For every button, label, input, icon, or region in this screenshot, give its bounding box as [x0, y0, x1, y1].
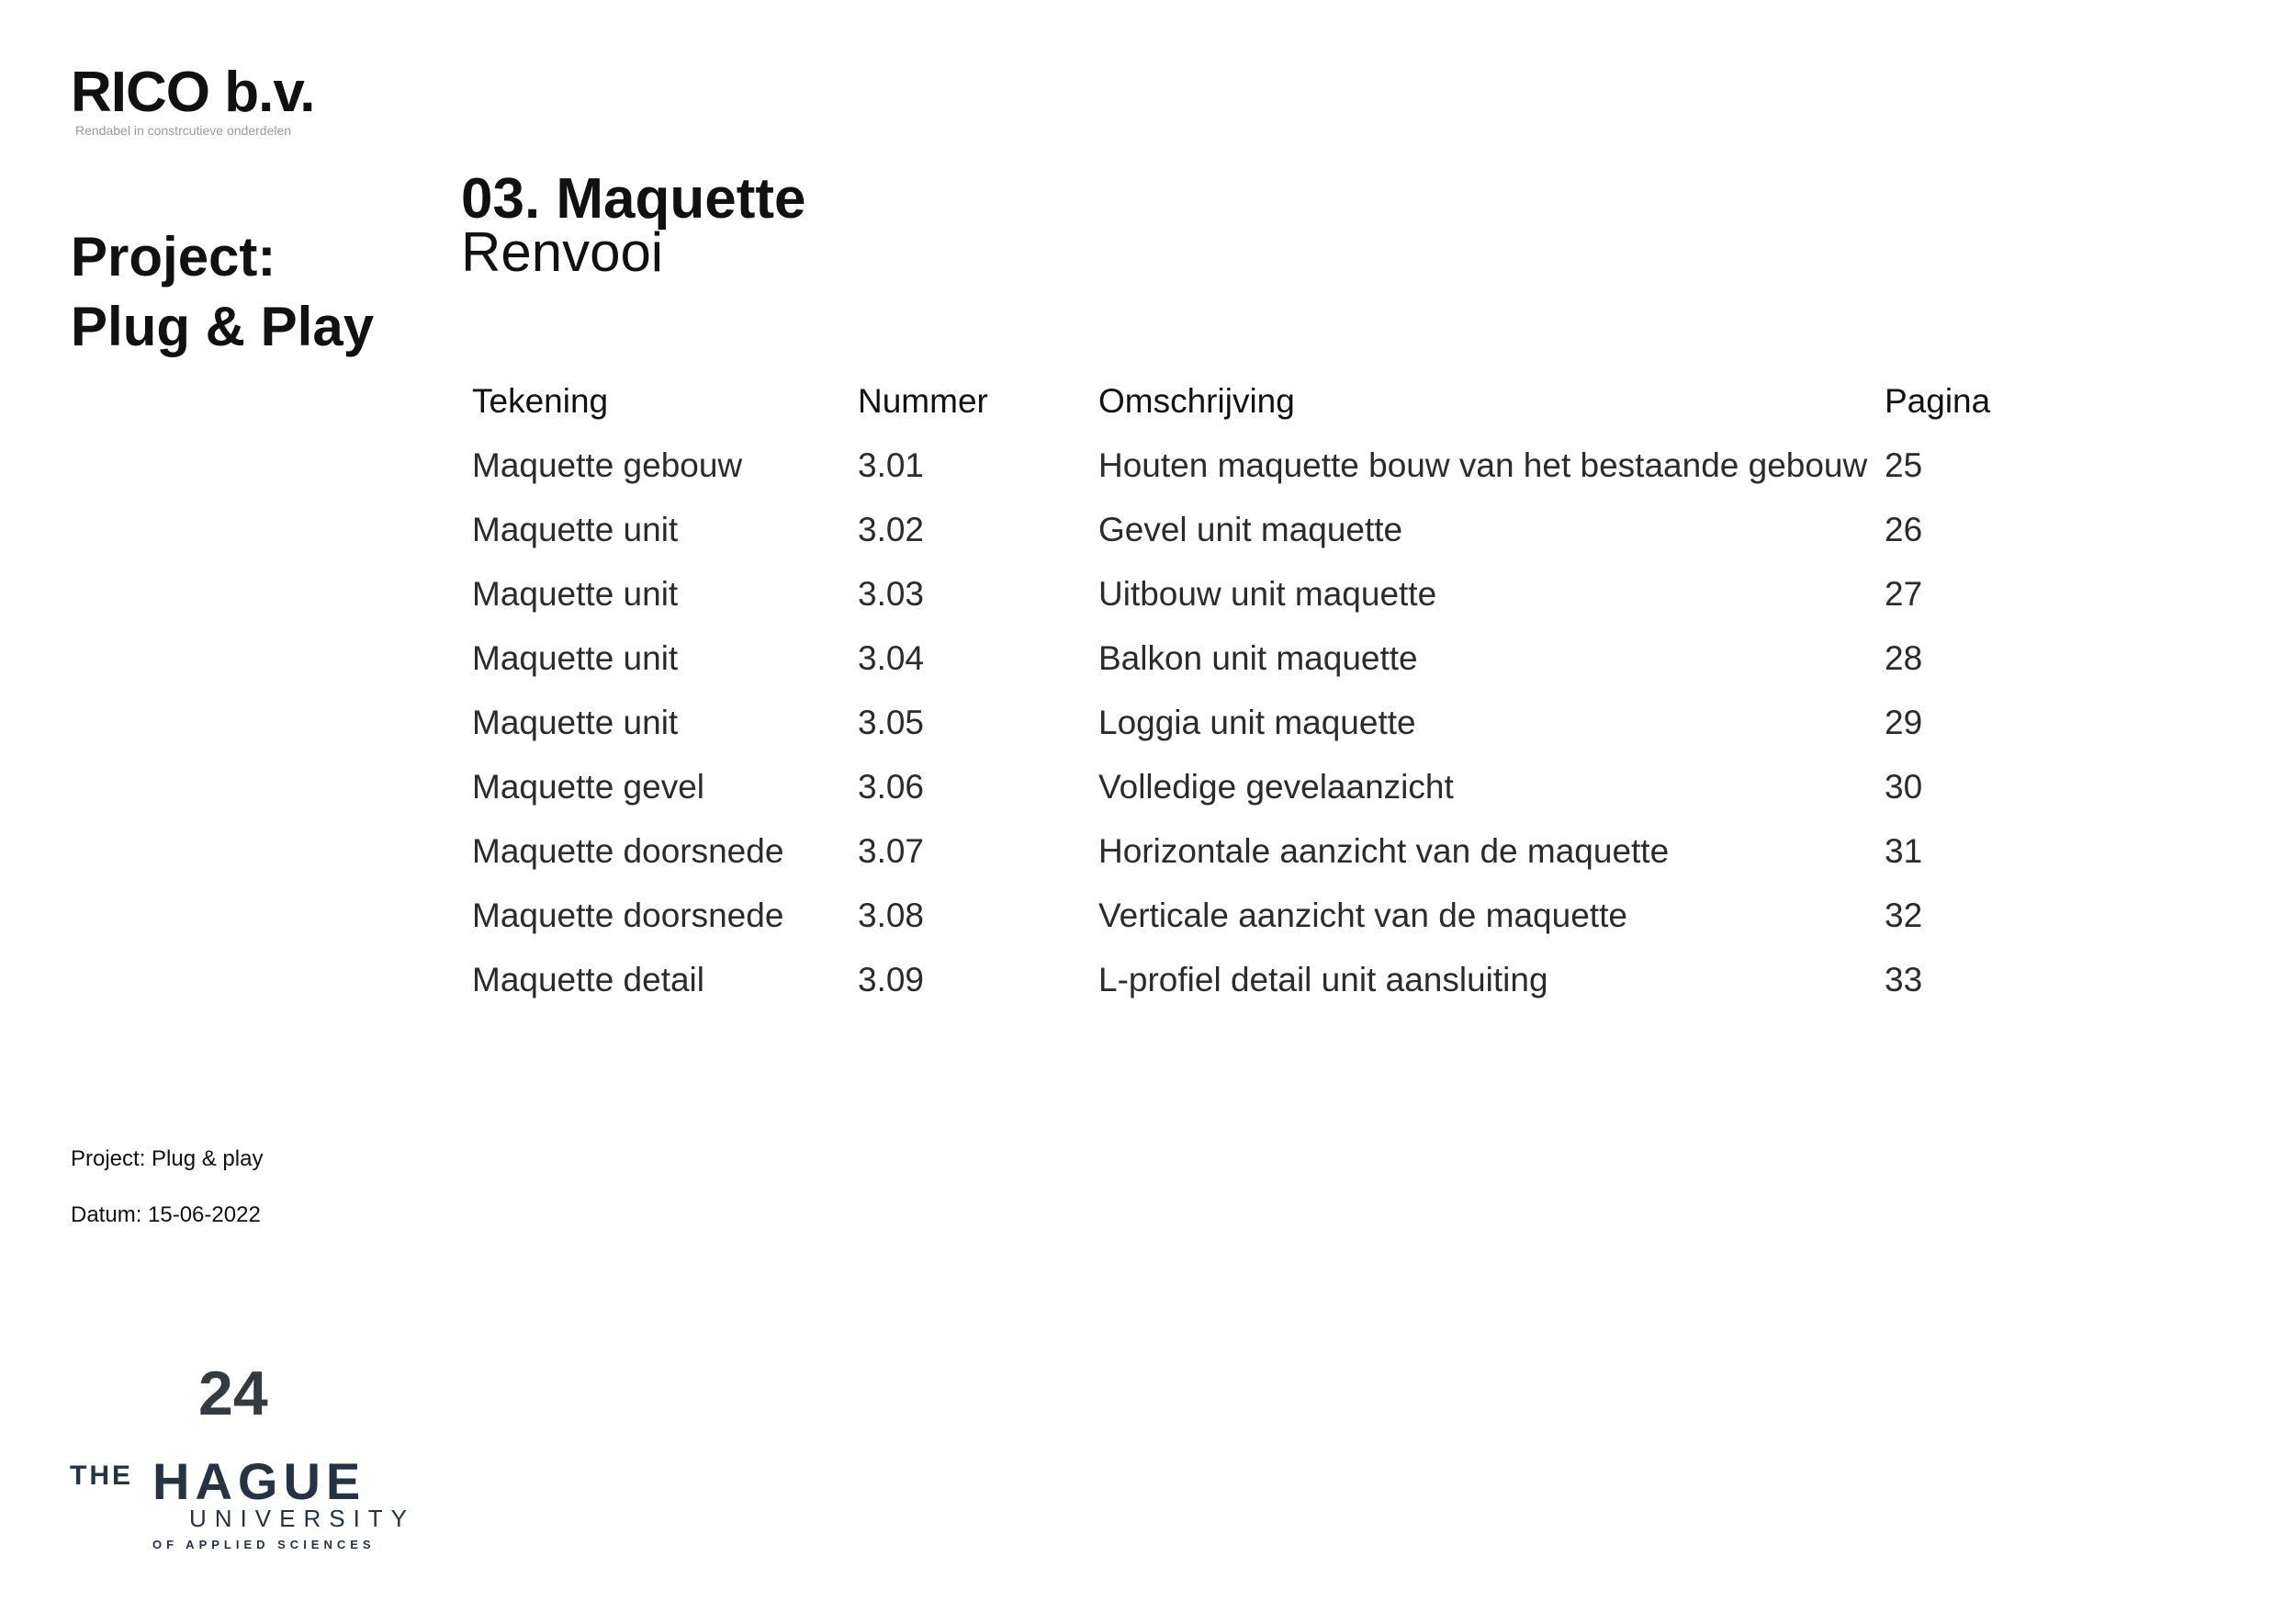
- cell-omschrijving: Uitbouw unit maquette: [1098, 575, 1437, 613]
- table-row: [472, 691, 2125, 755]
- table-row: [472, 948, 2125, 1012]
- table-row: [472, 755, 2125, 819]
- cell-nummer: 3.04: [858, 639, 925, 677]
- cell-pagina: 25: [1885, 446, 1923, 484]
- logo-hague: HAGUE: [152, 1452, 366, 1510]
- project-title-line2: Plug & Play: [71, 296, 375, 357]
- cell-pagina: 29: [1885, 704, 1923, 741]
- table-row: [472, 884, 2125, 948]
- table-row: [472, 819, 2125, 884]
- cell-tekening: Maquette gevel: [472, 768, 705, 806]
- cell-nummer: 3.02: [858, 511, 925, 548]
- cell-nummer: 3.07: [858, 832, 925, 870]
- cell-omschrijving: Verticale aanzicht van de maquette: [1098, 897, 1627, 934]
- cell-nummer: 3.06: [858, 768, 925, 806]
- footer-date: Datum: 15-06-2022: [71, 1202, 261, 1227]
- footer-project: Project: Plug & play: [71, 1146, 264, 1171]
- table-row: [472, 626, 2125, 691]
- cell-omschrijving: Balkon unit maquette: [1098, 639, 1418, 677]
- cell-omschrijving: Loggia unit maquette: [1098, 704, 1416, 741]
- header-omschrijving: Omschrijving: [1098, 382, 1295, 420]
- cell-tekening: Maquette detail: [472, 961, 705, 998]
- logo-applied-sciences: OF APPLIED SCIENCES: [152, 1538, 376, 1551]
- university-logo: [70, 1452, 419, 1558]
- cell-pagina: 28: [1885, 639, 1923, 677]
- cell-nummer: 3.05: [858, 704, 925, 741]
- section-title: 03. Maquette: [461, 167, 806, 231]
- cell-tekening: Maquette unit: [472, 704, 679, 741]
- cell-tekening: Maquette doorsnede: [472, 832, 784, 870]
- drawing-index-table: [472, 369, 2125, 1012]
- logo-university: UNIVERSITY: [189, 1505, 416, 1532]
- company-name: RICO b.v.: [71, 61, 315, 124]
- cell-omschrijving: Volledige gevelaanzicht: [1098, 768, 1454, 806]
- project-title: [71, 222, 374, 362]
- cell-pagina: 30: [1885, 768, 1923, 806]
- cell-omschrijving: L-profiel detail unit aansluiting: [1098, 961, 1548, 998]
- company-brand: [71, 61, 314, 138]
- section-heading: [461, 167, 806, 283]
- cell-omschrijving: Houten maquette bouw van het bestaande gebouw: [1098, 446, 1868, 484]
- cell-tekening: Maquette unit: [472, 639, 679, 677]
- table-row: [472, 498, 2125, 562]
- table-row: [472, 562, 2125, 626]
- page-number: 24: [198, 1359, 268, 1428]
- header-pagina: Pagina: [1885, 382, 1991, 420]
- cell-pagina: 26: [1885, 511, 1923, 548]
- header-tekening: Tekening: [472, 382, 609, 420]
- cell-omschrijving: Horizontale aanzicht van de maquette: [1098, 832, 1670, 870]
- cell-nummer: 3.09: [858, 961, 925, 998]
- logo-the: THE: [70, 1460, 133, 1491]
- project-title-line1: Project:: [71, 226, 276, 288]
- table-body: [472, 434, 2125, 1012]
- table-row: [472, 434, 2125, 498]
- table-header-row: [472, 369, 2125, 434]
- company-tagline: Rendabel in constrcutieve onderdelen: [75, 123, 292, 138]
- header-nummer: Nummer: [858, 382, 988, 420]
- cell-nummer: 3.01: [858, 446, 925, 484]
- cell-nummer: 3.03: [858, 575, 925, 613]
- section-subtitle: Renvooi: [461, 221, 664, 283]
- cell-omschrijving: Gevel unit maquette: [1098, 511, 1403, 548]
- cell-tekening: Maquette unit: [472, 575, 679, 613]
- cell-nummer: 3.08: [858, 897, 925, 934]
- cell-pagina: 31: [1885, 832, 1923, 870]
- cell-pagina: 27: [1885, 575, 1923, 613]
- cell-pagina: 33: [1885, 961, 1923, 998]
- cell-tekening: Maquette gebouw: [472, 446, 743, 484]
- cell-tekening: Maquette doorsnede: [472, 897, 784, 934]
- cell-pagina: 32: [1885, 897, 1923, 934]
- cell-tekening: Maquette unit: [472, 511, 679, 548]
